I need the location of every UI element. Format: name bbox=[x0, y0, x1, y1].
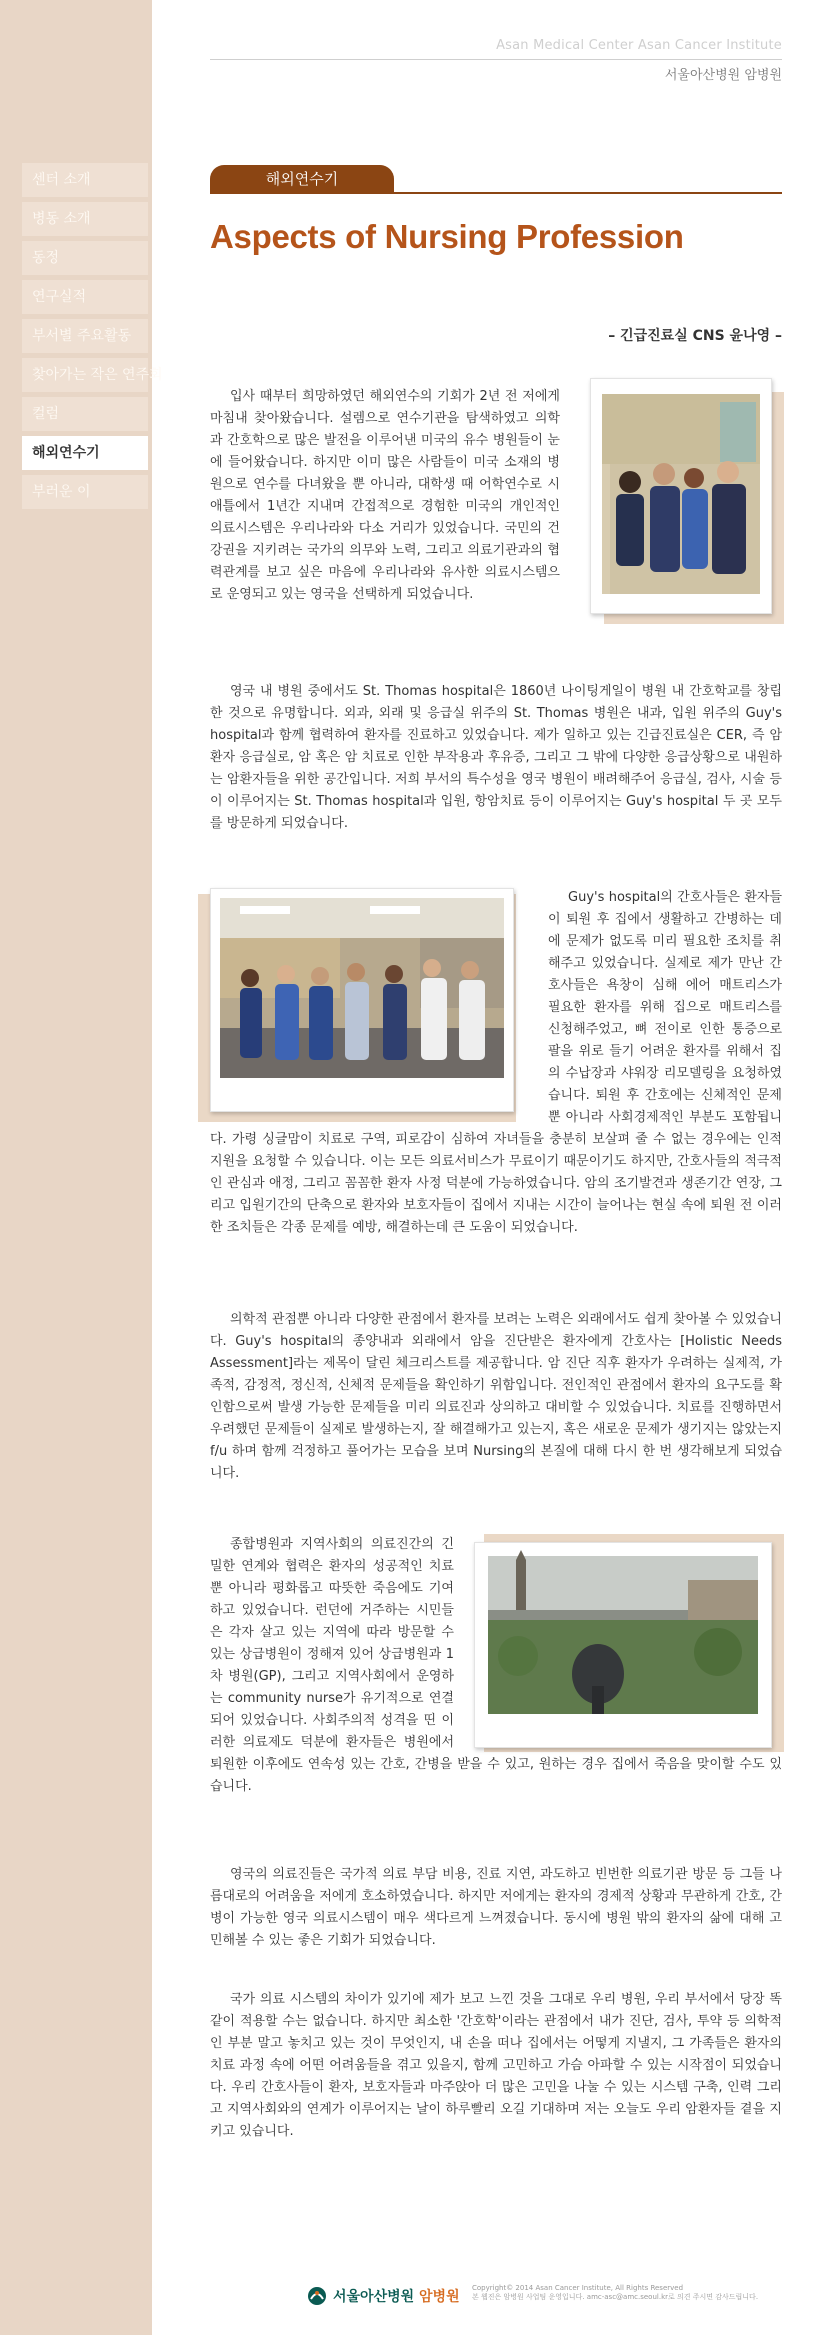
footer-copyright-line-1: Copyright© 2014 Asan Cancer Institute, All Rights Reserved bbox=[472, 2284, 684, 2292]
article-paragraph-5-text: 종합병원과 지역사회의 의료진간의 긴밀한 연계와 협력은 환자의 성공적인 치료뿐 아니라 평화롭고 따뜻한 죽음에도 기여하고 있었습니다. 런던에 거주하는 시민들은 각자 살고 있는 지역에 따라 방문할 수 있는 상급병원이 정해져 있어 상급병원과 1차 병원(GP), 그리고 지역사회에서 운영하는 community nurse가 유기적으로 연결되어 있었습니다. 사회주의적 성격을 띤 이러한 의료제도 덕분에 환자들은 병원에서 퇴원한 이후에도 연속성 있는 간호, 간병을 받을 수 있고, 원하는 경우 집에서 죽음을 맞이할 수도 있습니다. bbox=[210, 1537, 782, 1794]
page-footer bbox=[307, 2283, 759, 2309]
photo-wrap-spacer bbox=[210, 887, 548, 1129]
footer-logo-text bbox=[333, 2286, 460, 2306]
article-paragraph-7: 국가 의료 시스템의 차이가 있기에 제가 보고 느낀 것을 그대로 우리 병원, 우리 부서에서 당장 똑같이 적용할 수는 없습니다. 하지만 최소한 '간호학'이라는 관점에서 내가 진단, 검사, 투약 등 의학적인 부분 말고 놓치고 있는 것이 무엇인지, 내 손을 떠나 집에서는 어떻게 지낼지, 그 가족들은 환자의 치료 과정 속에 어떤 어려움들을 겪고 있을지, 함께 고민하고 가슴 아파할 수 있는 시작점이 되었습니다. 우리 간호사들이 환자, 보호자들과 마주앉아 더 많은 고민을 나눌 수 있는 시스템 구축, 인력 그리고 지역사회와의 연계가 이루어지는 날이 하루빨리 오길 기대하며 저는 오늘도 우리 암환자들 곁을 지키고 있습니다. bbox=[210, 1992, 782, 2139]
article-byline: – 긴급진료실 CNS 윤나영 – bbox=[608, 328, 782, 344]
hospital-logo-icon bbox=[307, 2286, 327, 2306]
article-paragraph-5 bbox=[210, 1534, 782, 1798]
footer-copyright-line-2: 본 웹진은 암병원 사업팀 운영입니다. amc-asc@amc.seoul.kr로 의견 주시면 감사드립니다. bbox=[472, 2293, 759, 2301]
section-tab: 해외연수기 bbox=[210, 165, 394, 194]
sidebar-item-envy[interactable]: 부러운 이 bbox=[22, 475, 148, 509]
photo-nurses-group-image bbox=[602, 394, 760, 594]
header-english-title: Asan Medical Center Asan Cancer Institute bbox=[496, 38, 782, 53]
sidebar-item-overseas-training[interactable]: 해외연수기 bbox=[22, 436, 148, 470]
sidebar-item-news[interactable]: 동정 bbox=[22, 241, 148, 275]
photo-wrap-spacer bbox=[454, 1534, 782, 1752]
sidebar-item-dept-activities[interactable]: 부서별 주요활동 bbox=[22, 319, 148, 353]
footer-logo-sub: 암병원 bbox=[419, 2289, 460, 2305]
article-paragraph-3 bbox=[210, 887, 782, 1239]
photo-nurses-group bbox=[590, 378, 786, 630]
section-tab-bar bbox=[210, 163, 782, 194]
footer-logo-main: 서울아산병원 bbox=[333, 2289, 415, 2305]
sidebar-nav bbox=[22, 163, 163, 514]
sidebar-item-ward-intro[interactable]: 병동 소개 bbox=[22, 202, 148, 236]
article-title: Aspects of Nursing Profession bbox=[210, 218, 684, 255]
article-paragraph-2: 영국 내 병원 중에서도 St. Thomas hospital은 1860년 나이팅게일이 병원 내 간호학교를 창립한 것으로 유명합니다. 외과, 외래 및 응급실 위주의 St. Thomas 병원은 내과, 입원 위주의 Guy's hospital과 함께 협력하여 환자를 진료하고 있었습니다. 제가 일하고 있는 긴급진료실은 CER, 즉 암환자 응급실로, 암 혹은 암 치료로 인한 부작용과 후유증, 그리고 그 밖에 다양한 응급상황으로 내원하는 암환자들을 위한 공간입니다. 저희 부서의 특수성을 영국 병원이 배려해주어 응급실, 검사, 시술 등이 이루어지는 St. Thomas hospital과 입원, 항암치료 등이 이루어지는 Guy's hospital 두 곳 모두를 방문하게 되었습니다. bbox=[210, 684, 782, 831]
sidebar-item-center-intro[interactable]: 센터 소개 bbox=[22, 163, 148, 197]
article-paragraph-4: 의학적 관점뿐 아니라 다양한 관점에서 환자를 보려는 노력은 외래에서도 쉽게 찾아볼 수 있었습니다. Guy's hospital의 종양내과 외래에서 암을 진단받은 환자에게 간호사는 [Holistic Needs Assessment]라는 제목이 달린 체크리스트를 제공합니다. 암 진단 직후 환자가 우려하는 실제적, 가족적, 감정적, 정신적, 신체적 문제들을 확인하기 위함입니다. 전인적인 관점에서 환자의 요구도를 확인함으로써 발생 가능한 문제들을 미리 의료진과 상의하고 대비할 수 있었습니다. 치료를 진행하면서 우려했던 문제들이 실제로 발생하는지, 잘 해결해가고 있는지, 혹은 새로운 문제가 생기지는 않았는지 f/u 하며 함께 걱정하고 풀어가는 모습을 보며 Nursing의 본질에 대해 다시 한 번 생각해보게 되었습니다. bbox=[210, 1312, 782, 1481]
sidebar bbox=[0, 0, 163, 2335]
article-paragraph-1: 입사 때부터 희망하였던 해외연수의 기회가 2년 전 저에게 마침내 찾아왔습니다. 설렘으로 연수기관을 탐색하였고 의학과 간호학으로 많은 발전을 이루어낸 미국의 유수 병원들이 눈에 들어왔습니다. 하지만 이미 많은 사람들이 미국 소재의 병원으로 연수를 다녀왔을 뿐 아니라, 대학생 때 어학연수로 시애틀에서 1년간 지내며 간접적으로 경험한 미국의 개인적인 의료시스템은 우리나라와 다소 거리가 있었습니다. 국민의 건강권을 지키려는 국가의 의무와 노력, 그리고 의료기관과의 협력관계를 보고 싶은 마음에 우리나라와 유사한 의료시스템으로 운영되고 있는 영국을 선택하게 되었습니다. bbox=[210, 389, 560, 602]
header-korean-title: 서울아산병원 암병원 bbox=[664, 68, 782, 83]
sidebar-item-small-concert[interactable]: 찾아가는 작은 연주회 bbox=[22, 358, 148, 392]
article-paragraph-6: 영국의 의료진들은 국가적 의료 부담 비용, 진료 지연, 과도하고 빈번한 의료기관 방문 등 그들 나름대로의 어려움을 저에게 호소하였습니다. 하지만 저에게는 환자의 경제적 상황과 무관하게 간호, 간병이 가능한 영국 의료시스템이 매우 색다르게 느껴졌습니다. 동시에 병원 밖의 환자의 삶에 대해 고민해볼 수 있는 좋은 기회가 되었습니다. bbox=[210, 1867, 782, 1948]
sidebar-item-column[interactable]: 컬럼 bbox=[22, 397, 148, 431]
sidebar-item-research[interactable]: 연구실적 bbox=[22, 280, 148, 314]
page-header bbox=[210, 38, 782, 83]
footer-copyright bbox=[472, 2284, 758, 2302]
article-paragraph-3-text: Guy's hospital의 간호사들은 환자들이 퇴원 후 집에서 생활하고 간병하는 데에 문제가 없도록 미리 필요한 조치를 취해주고 있었습니다. 실제로 제가 만난 간호사들은 욕창이 심해 에어 매트리스가 필요한 환자를 위해 집으로 매트리스를 신청해주었고, 뼈 전이로 인한 통증으로 팔을 위로 들기 어려운 환자를 위해서 집의 수납장과 샤워장 리모델링을 요청하였습니다. 퇴원 후 간호에는 신체적인 문제뿐 아니라 사회경제적인 부분도 포함됩니다. 가령 싱글맘이 치료로 구역, 피로감이 심하여 자녀들을 충분히 보살펴 줄 수 없는 경우에는 인적 지원을 요청할 수 있습니다. 이는 모든 의료서비스가 무료이기 때문이기도 하지만, 간호사들의 적극적인 관심과 애정, 그리고 꼼꼼한 환자 사정 덕분에 가능하였습니다. 암의 조기발견과 생존기간 연장, 그리고 입원기간의 단축으로 환자와 보호자들이 집에서 지내는 시간이 늘어나는 현실 속에 퇴원 전 이러한 조치들은 각종 문제를 예방, 해결하는데 큰 도움이 되었습니다. bbox=[210, 890, 782, 1235]
